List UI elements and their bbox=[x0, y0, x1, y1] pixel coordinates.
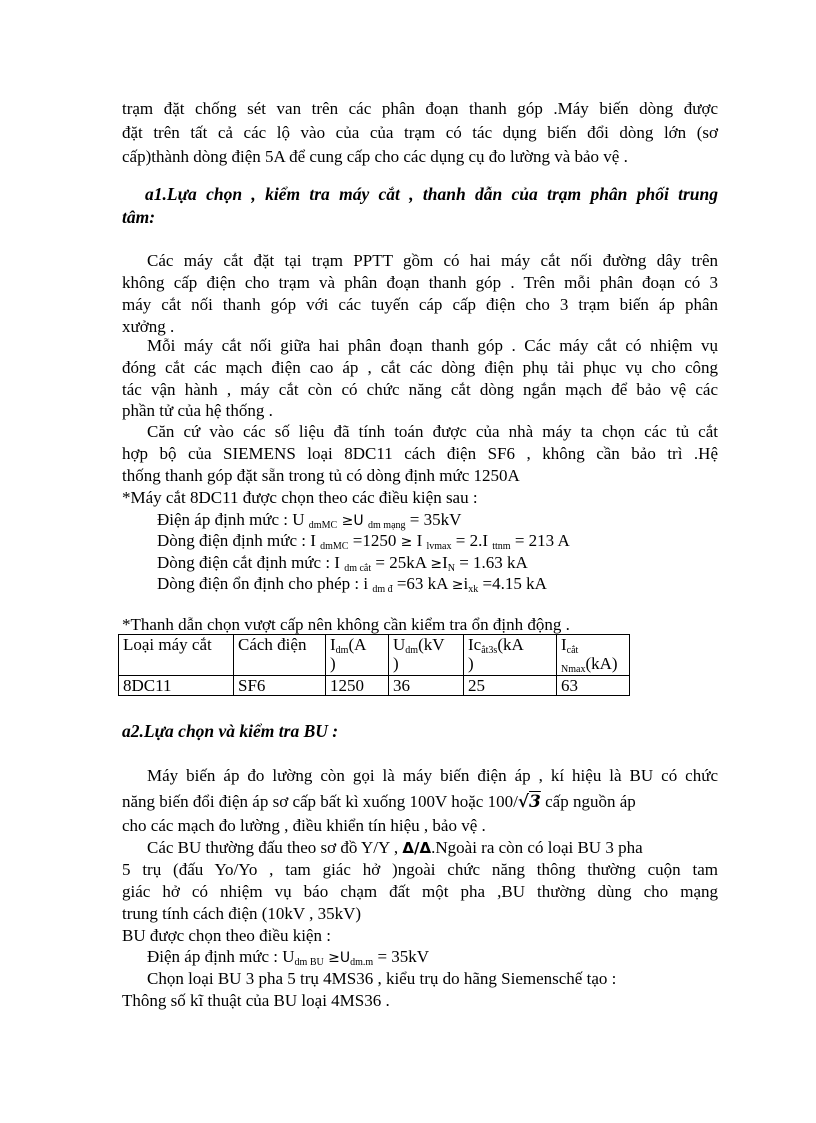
a1-p2-line: phần tử của hệ thống . bbox=[122, 401, 273, 420]
conditions-title: *Máy cắt 8DC11 được chọn theo các điều kiện sau : bbox=[122, 488, 478, 507]
a2-p1-line: Máy biến áp đo lường còn gọi là máy biến điện áp , kí hiệu là BU có chức bbox=[147, 766, 718, 785]
a1-p3-line: Căn cứ vào các số liệu đã tính toán được của nhà máy ta chọn các tủ cắt bbox=[147, 422, 718, 441]
table-header-cell: $I_{cắt}$ $_{Nmax}$(kA) bbox=[557, 635, 630, 676]
a1-p2-line: đóng cắt các mạch điện cao áp , cắt các dòng điện phụ tải phục vụ cho công bbox=[122, 358, 718, 377]
table-cell: 36 bbox=[389, 676, 464, 696]
table-header-cell: $Ic_{ắt3s}(kA$ ) bbox=[464, 635, 557, 676]
a1-p2-line: tác vận hành , máy cắt còn có chức năng cắt dòng ngắn mạch để bảo vệ các bbox=[122, 380, 718, 399]
table-cell: 8DC11 bbox=[119, 676, 234, 696]
condition-current: Dòng điện định mức : I $_{dmMC}$ =1250 ≥ I $_{lvmax}$ = 2.I $_{ttnm}$ = 213 A bbox=[157, 531, 570, 552]
a1-p1-line: Các máy cắt đặt tại trạm PPTT gồm có hai máy cắt nối đường dây trên bbox=[147, 251, 718, 270]
a2-p1-line: cho các mạch đo lường , điều khiển tín hiệu , bảo vệ . bbox=[122, 816, 486, 835]
table-header-cell: Cách điện bbox=[234, 635, 326, 676]
condition-voltage: Điện áp định mức : U $_{dmMC}$ ≥U $_{dm mạng}$ = 35kV bbox=[157, 510, 462, 531]
section-a1-heading-cont: tâm: bbox=[122, 207, 156, 227]
bu-condition-voltage: Điện áp định mức : $U_{dm BU} \ge U_{dm.m} = 35kV$ bbox=[147, 947, 430, 968]
condition-stability-current: Dòng điện ổn định cho phép : i $_{dm đ}$ =63 kA $\ge i_{xk} =4.15$ kA bbox=[157, 574, 547, 595]
a1-p1-line: máy cắt nối thanh góp với các tuyến cáp cấp điện cho 3 trạm biến áp phân bbox=[122, 295, 718, 314]
intro-line-2: đặt trên tất cả các lộ vào của của trạm có tác dụng biến đổi dòng lớn (sơ bbox=[122, 123, 718, 142]
a2-p2-line: 5 trụ (đấu Yo/Yo , tam giác hở )ngoài chức năng thông thường cuộn tam bbox=[122, 860, 718, 879]
bu-conditions-title: BU được chọn theo điều kiện : bbox=[122, 926, 331, 945]
table-header-cell: $U_{dm}(kV$ ) bbox=[389, 635, 464, 676]
a1-p1-line: xưởng . bbox=[122, 317, 175, 336]
table-cell: 25 bbox=[464, 676, 557, 696]
table-header-cell: $I_{dm}(A$ ) bbox=[326, 635, 389, 676]
a1-p3-line: hợp bộ của SIEMENS loại 8DC11 cách điện SF6 , không cần bảo trì .Hệ bbox=[122, 444, 718, 463]
a2-p2-line-delta: Các BU thường đấu theo sơ đồ Y/Y , Δ/Δ.Ngoài ra còn có loại BU 3 pha bbox=[147, 838, 643, 857]
a2-p2-line: giác hở có nhiệm vụ báo chạm đất một pha ,BU thường dùng cho mạng bbox=[122, 882, 718, 901]
intro-line-3: cấp)thành dòng điện 5A để cung cấp cho các dụng cụ đo lường và bảo vệ . bbox=[122, 147, 628, 166]
table-cell: SF6 bbox=[234, 676, 326, 696]
a2-p2-line: trung tính cách điện (10kV , 35kV) bbox=[122, 904, 362, 923]
breaker-spec-table bbox=[118, 634, 630, 696]
table-cell: 63 bbox=[557, 676, 630, 696]
sqrt-symbol: √3 bbox=[517, 792, 541, 812]
section-a1-heading: a1.Lựa chọn , kiểm tra máy cắt , thanh dẫn của trạm phân phối trung bbox=[145, 184, 718, 204]
a2-p1-line-sqrt: năng biến đổi điện áp sơ cấp bất kì xuống 100V hoặc 100/√3 cấp nguồn áp bbox=[122, 792, 636, 812]
a1-p3-line: thống thanh góp đặt sẵn trong tủ có dòng định mức 1250A bbox=[122, 466, 520, 485]
condition-breaking-current: Dòng điện cắt định mức : I $_{dm cắt} = 25kA \ge I_N = 1.63$ kA bbox=[157, 553, 528, 574]
delta-delta-symbol: Δ/Δ bbox=[402, 839, 432, 857]
section-a2-heading: a2.Lựa chọn và kiểm tra BU : bbox=[122, 721, 339, 741]
table-header-cell: Loại máy cắt bbox=[119, 635, 234, 676]
bu-specs-line: Thông số kĩ thuật của BU loại 4MS36 . bbox=[122, 991, 390, 1010]
table-row bbox=[119, 676, 630, 696]
intro-line-1: trạm đặt chống sét van trên các phân đoạn thanh góp .Máy biến dòng được bbox=[122, 99, 718, 118]
a1-p2-line: Mỗi máy cắt nối giữa hai phân đoạn thanh góp . Các máy cắt có nhiệm vụ bbox=[147, 336, 718, 355]
a1-p1-line: không cấp điện cho trạm và phân đoạn thanh góp . Trên mỗi phân đoạn có 3 bbox=[122, 273, 718, 292]
table-header-row bbox=[119, 635, 630, 676]
busbar-note: *Thanh dẫn chọn vượt cấp nên không cần kiểm tra ổn định động . bbox=[122, 615, 570, 634]
bu-choice: Chọn loại BU 3 pha 5 trụ 4MS36 , kiểu trụ do hãng Siemenschế tạo : bbox=[147, 969, 617, 988]
table-cell: 1250 bbox=[326, 676, 389, 696]
